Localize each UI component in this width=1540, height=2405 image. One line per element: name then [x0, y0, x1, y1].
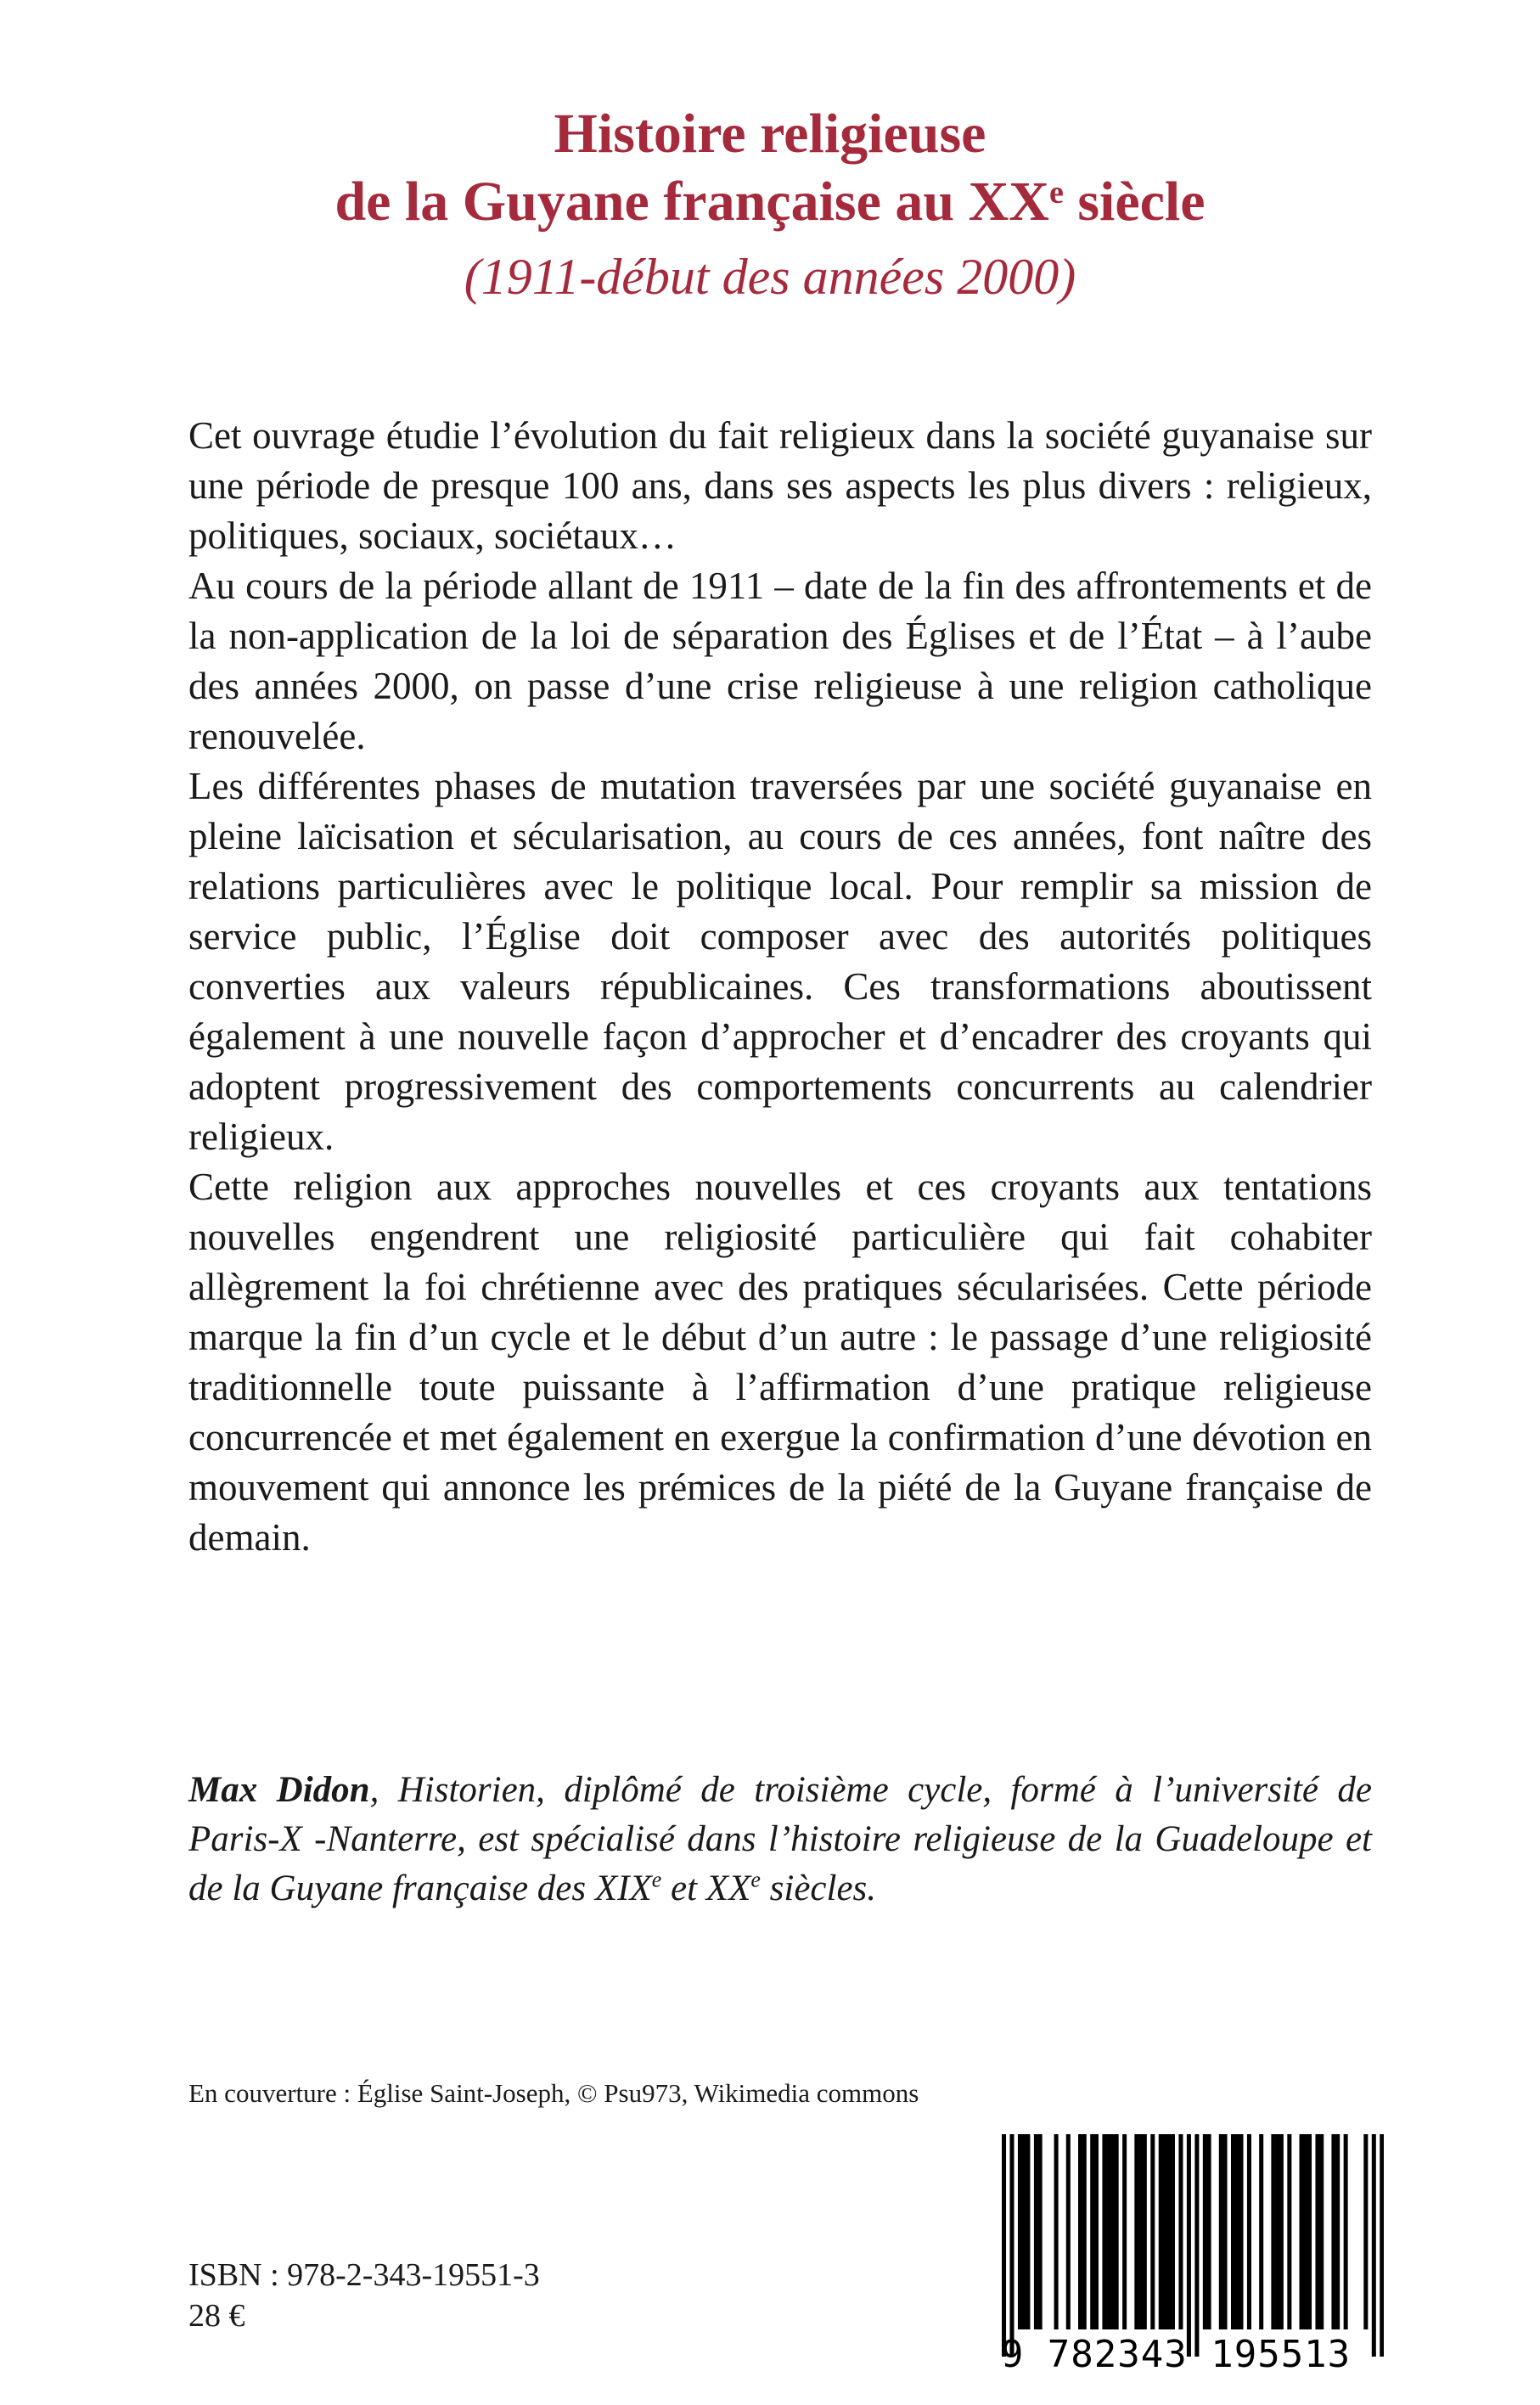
barcode-bar: [1066, 2134, 1071, 2329]
summary-paragraph-1: Cet ouvrage étudie l’évolution du fait religieux dans la société guyanaise sur une période de presque 100 ans, dans ses aspects les plus divers : religieux, politiques, sociaux, sociétaux…: [188, 414, 1372, 557]
price: 28 €: [188, 2298, 245, 2334]
barcode-bar: [1110, 2134, 1115, 2329]
barcode-bar: [1009, 2134, 1014, 2357]
barcode-bar: [1082, 2134, 1087, 2329]
barcode-bar: [1134, 2134, 1138, 2329]
barcode-bar: [1235, 2134, 1239, 2329]
cover-credit: En couverture : Église Saint-Joseph, © Psu973, Wikimedia commons: [188, 2078, 919, 2108]
barcode-bar: [1187, 2134, 1191, 2357]
barcode-bar: [1203, 2134, 1207, 2329]
barcode-bar: [1162, 2134, 1166, 2329]
barcode-bar: [1331, 2134, 1335, 2329]
barcode-bar: [1094, 2134, 1099, 2329]
barcode-bar: [1022, 2134, 1026, 2329]
title-block: [0, 100, 1540, 311]
barcode-bar: [1150, 2134, 1155, 2329]
barcode-bar: [1194, 2134, 1199, 2357]
barcode-bar: [1372, 2134, 1376, 2357]
title-line-1: Histoire religieuse: [554, 103, 986, 165]
barcode-bar: [1275, 2134, 1279, 2329]
barcode-bar: [1219, 2134, 1223, 2329]
barcode-bar: [1143, 2134, 1147, 2329]
barcode-bar: [1207, 2134, 1211, 2329]
barcode-bar: [1038, 2134, 1043, 2329]
barcode-bar: [1026, 2134, 1030, 2329]
barcode-bar: [1271, 2134, 1275, 2329]
title-line-2: de la Guyane française au XXe siècle: [334, 171, 1206, 233]
barcode-bar: [1287, 2134, 1291, 2329]
barcode-bar: [1335, 2134, 1340, 2329]
book-summary: [188, 411, 1372, 1563]
author-bio: Max Didon, Historien, diplômé de troisième cycle, formé à l’université de Paris-X -Nanterre, est spécialisé dans l’histoire religieuse de la Guadeloupe et de la Guyane française des XIXe et XXe siècles.: [188, 1770, 1372, 1908]
barcode-bar: [1344, 2134, 1348, 2329]
barcode-bar: [1223, 2134, 1228, 2329]
barcode-bar: [1122, 2134, 1127, 2329]
barcode-bar: [1002, 2134, 1006, 2357]
barcode-bar: [1171, 2134, 1175, 2329]
author-name: Max Didon: [188, 1770, 370, 1810]
barcode-bar: [1239, 2134, 1243, 2329]
summary-paragraph-3: Les différentes phases de mutation traversées par une société guyanaise en pleine laïcisation et sécularisation, au cours de ces années, font naître des relations particulières avec le politique local. Pour remplir sa mission de service public, l’Église doit composer avec des autorités politiques converties aux valeurs républicaines. Ces transformations aboutissent également à une nouvelle façon d’approcher et d’encadrer des croyants qui adoptent progressivement des comportements concurrents au calendrier religieux.: [188, 765, 1372, 1158]
book-subtitle: (1911-début des années 2000): [464, 249, 1076, 305]
barcode-bar: [1102, 2134, 1106, 2329]
barcode-bar: [1259, 2134, 1263, 2329]
barcode-bar: [1178, 2134, 1183, 2329]
isbn: ISBN : 978-2-343-19551-3: [188, 2257, 540, 2293]
barcode-bar: [1078, 2134, 1082, 2329]
barcode-bar: [1363, 2134, 1368, 2329]
barcode-bar: [1034, 2134, 1038, 2329]
barcode-bar: [1315, 2134, 1319, 2329]
barcode-bar: [1166, 2134, 1171, 2329]
book-title: [0, 100, 1540, 236]
barcode-bar: [1115, 2134, 1119, 2329]
barcode-bar: [1307, 2134, 1312, 2329]
summary-paragraph-2: Au cours de la période allant de 1911 – date de la fin des affrontements et de la non-application de la loi de séparation des Églises et de l’État – à l’aube des années 2000, on passe d’une crise religieuse à une religion catholique renouvelée.: [188, 565, 1372, 757]
barcode-digits: 9 782343 195513: [1000, 2333, 1352, 2376]
barcode-bar: [1380, 2134, 1384, 2357]
summary-paragraph-4: Cette religion aux approches nouvelles et ces croyants aux tentations nouvelles engendrent une religiosité particulière qui fait cohabiter allègrement la foi chrétienne avec des pratiques sécularisées. Cette période marque la fin d’un cycle et le début d’un autre : le passage d’une religiosité traditionnelle toute puissante à l’affirmation d’une pratique religieuse concurrencée et met également en exergue la confirmation d’une dévotion en mouvement qui annonce les prémices de la piété de la Guyane française de demain.: [188, 1166, 1372, 1559]
barcode-bar: [1279, 2134, 1284, 2329]
barcode-bar: [1054, 2134, 1059, 2329]
barcode-bar: [1247, 2134, 1251, 2329]
barcode-bar: [1138, 2134, 1143, 2329]
barcode-bar: [1106, 2134, 1110, 2329]
barcode-bar: [1300, 2134, 1304, 2329]
barcode-bar: [1231, 2134, 1235, 2329]
barcode-bar: [1018, 2134, 1022, 2329]
barcode-bar: [1319, 2134, 1324, 2329]
barcode-bar: [1090, 2134, 1094, 2329]
barcode-bar: [1159, 2134, 1163, 2329]
barcode-bar: [1303, 2134, 1307, 2329]
